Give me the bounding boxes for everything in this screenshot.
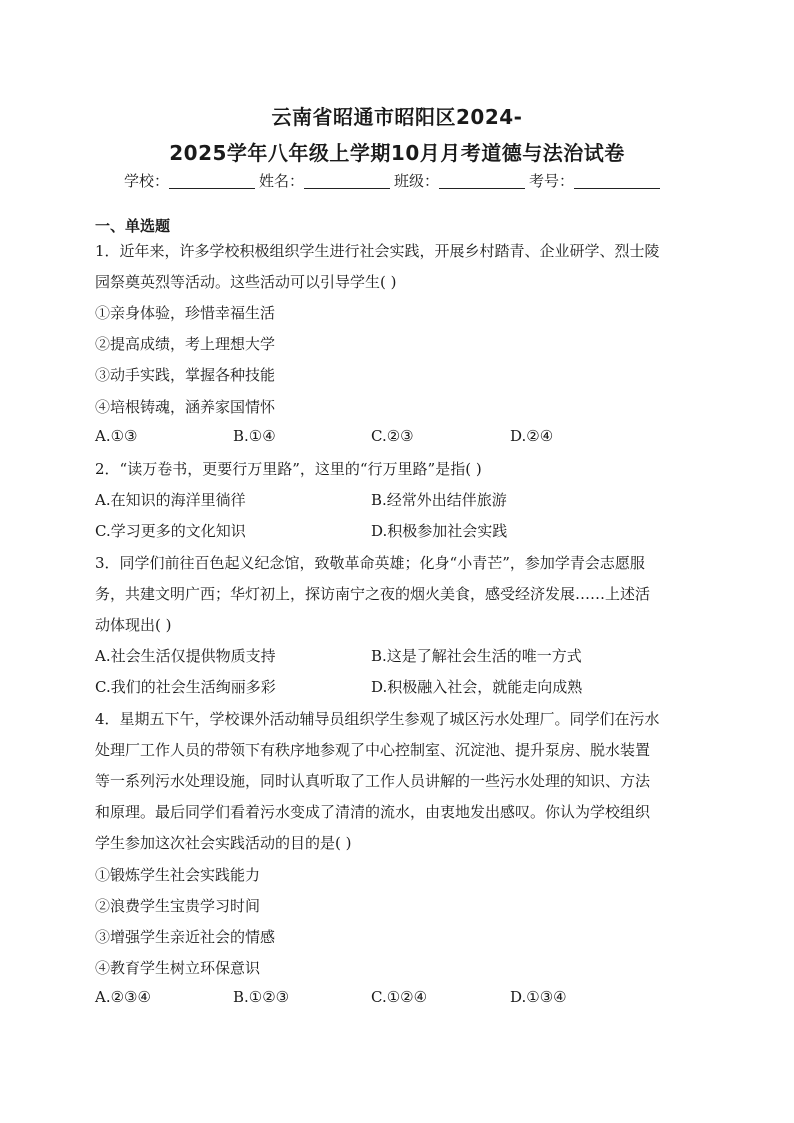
q1-stem-line1: 1．近年来，许多学校积极组织学生进行社会实践，开展乡村踏青、企业研学、烈士陵 [95, 242, 660, 260]
q4-item-3: ③增强学生亲近社会的情感 [95, 928, 276, 946]
q4-item-2: ②浪费学生宝贵学习时间 [95, 897, 261, 915]
q4-item-4: ④教育学生树立环保意识 [95, 959, 261, 977]
q3-option-d[interactable]: D.积极融入社会，就能走向成熟 [371, 678, 583, 696]
q1-item-3: ③动手实践，掌握各种技能 [95, 366, 276, 384]
student-info-row [124, 170, 664, 191]
name-blank[interactable] [304, 173, 390, 189]
q1-option-d[interactable]: D.②④ [510, 427, 554, 445]
q4-option-d[interactable]: D.①③④ [510, 988, 567, 1006]
q3-option-c[interactable]: C.我们的社会生活绚丽多彩 [95, 678, 276, 696]
q2-option-a[interactable]: A.在知识的海洋里徜徉 [95, 491, 246, 509]
q1-item-4: ④培根铸魂，涵养家国情怀 [95, 398, 276, 416]
number-blank[interactable] [574, 173, 660, 189]
class-label: 班级： [394, 172, 440, 190]
number-label: 考号： [529, 172, 575, 190]
class-blank[interactable] [439, 173, 525, 189]
q4-option-c[interactable]: C.①②④ [371, 988, 428, 1006]
exam-title-line1: 云南省昭通市昭阳区2024- [271, 105, 523, 129]
q1-option-c[interactable]: C.②③ [371, 427, 414, 445]
q3-option-b[interactable]: B.这是了解社会生活的唯一方式 [371, 647, 582, 665]
q3-stem-line1: 3．同学们前往百色起义纪念馆，致敬革命英雄；化身“小青芒”，参加学青会志愿服 [95, 554, 645, 572]
q2-option-d[interactable]: D.积极参加社会实践 [371, 522, 508, 540]
q2-option-c[interactable]: C.学习更多的文化知识 [95, 522, 246, 540]
q4-stem-line4: 和原理。最后同学们看着污水变成了清清的流水，由衷地发出感叹。你认为学校组织 [95, 803, 651, 821]
q1-option-a[interactable]: A.①③ [95, 427, 138, 445]
q4-stem-line1: 4．星期五下午，学校课外活动辅导员组织学生参观了城区污水处理厂。同学们在污水 [95, 710, 660, 728]
q2-option-b[interactable]: B.经常外出结伴旅游 [371, 491, 507, 509]
q3-stem-line3: 动体现出( ) [95, 616, 172, 634]
q3-stem-line2: 务，共建文明广西；华灯初上，探访南宁之夜的烟火美食，感受经济发展……上述活 [95, 585, 651, 603]
q1-item-2: ②提高成绩，考上理想大学 [95, 335, 276, 353]
exam-title-line2: 2025学年八年级上学期10月月考道德与法治试卷 [169, 141, 625, 165]
q4-item-1: ①锻炼学生社会实践能力 [95, 866, 261, 884]
q3-option-a[interactable]: A.社会生活仅提供物质支持 [95, 647, 276, 665]
q4-stem-line2: 处理厂工作人员的带领下有秩序地参观了中心控制室、沉淀池、提升泵房、脱水装置 [95, 741, 651, 759]
q1-item-1: ①亲身体验，珍惜幸福生活 [95, 304, 276, 322]
q4-stem-line5: 学生参加这次社会实践活动的目的是( ) [95, 834, 352, 852]
section-heading: 一、单选题 [95, 217, 171, 235]
q4-option-a[interactable]: A.②③④ [95, 988, 151, 1006]
q4-option-b[interactable]: B.①②③ [233, 988, 290, 1006]
school-label: 学校： [124, 172, 170, 190]
name-label: 姓名： [259, 172, 305, 190]
q2-stem-line1: 2．“读万卷书，更要行万里路”，这里的“行万里路”是指( ) [95, 460, 482, 478]
q1-stem-line2: 园祭奠英烈等活动。这些活动可以引导学生( ) [95, 273, 397, 291]
school-blank[interactable] [169, 173, 255, 189]
q4-stem-line3: 等一系列污水处理设施，同时认真听取了工作人员讲解的一些污水处理的知识、方法 [95, 772, 651, 790]
q1-option-b[interactable]: B.①④ [233, 427, 276, 445]
